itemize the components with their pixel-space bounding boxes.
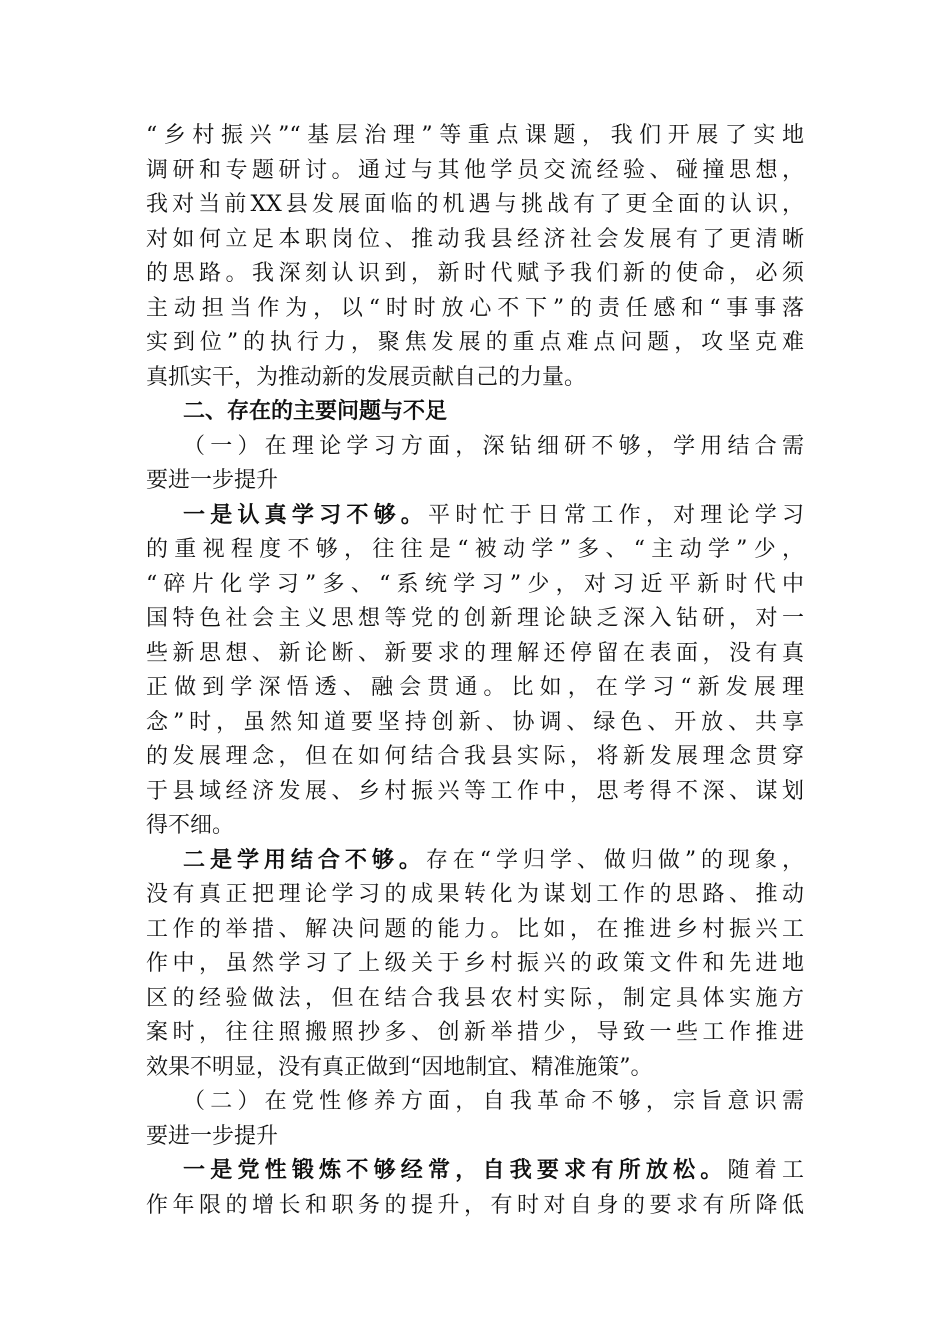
line-text: “乡村振兴”“基层治理”等重点课题，我们开展了实地 <box>146 123 804 148</box>
text-line <box>146 1016 804 1051</box>
text-line <box>146 1085 804 1120</box>
text-line <box>146 395 804 430</box>
text-line <box>146 947 804 982</box>
bold-lead: 一是党性锻炼不够经常，自我要求有所放松。 <box>183 1158 728 1183</box>
text-line <box>146 982 804 1017</box>
line-text: 效果不明显，没有真正做到“因地制宜、精准施策”。 <box>146 1054 653 1080</box>
line-text: 对如何立足本职岗位、推动我县经济社会发展有了更清晰 <box>146 226 804 252</box>
text-line <box>146 913 804 948</box>
line-text: 正做到学深悟透、融会贯通。比如，在学习“新发展理 <box>146 675 804 700</box>
line-text: 没有真正把理论学习的成果转化为谋划工作的思路、推动 <box>146 882 804 907</box>
line-text: 工作的举措、解决问题的能力。比如，在推进乡村振兴工 <box>146 916 804 942</box>
section-heading <box>146 395 804 430</box>
line-text: 念”时，虽然知道要坚持创新、协调、绿色、开放、共享 <box>146 709 804 735</box>
text-line <box>146 568 804 603</box>
line-text: 要进一步提升 <box>146 468 279 493</box>
text-line <box>146 671 804 706</box>
line-text: 平时忙于日常工作，对理论学习 <box>428 502 804 528</box>
text-line <box>146 602 804 637</box>
line-text: 区的经验做法，但在结合我县农村实际，制定具体实施方 <box>146 985 804 1011</box>
text-line <box>146 1189 804 1224</box>
line-text: 的思路。我深刻认识到，新时代赋予我们新的使命，必须 <box>146 261 804 286</box>
line-text: （二）在党性修养方面，自我革命不够，宗旨意识需 <box>183 1089 804 1114</box>
line-text: 要进一步提升 <box>146 1123 279 1149</box>
document-page <box>146 119 804 1223</box>
text-line <box>146 533 804 568</box>
paragraph <box>146 844 804 1086</box>
text-line <box>146 223 804 258</box>
line-text: 我对当前XX县发展面临的机遇与挑战有了更全面的认识， <box>146 192 804 217</box>
line-text: 主动担当作为，以“时时放心不下”的责任感和“事事落 <box>146 295 804 321</box>
line-text: （一）在理论学习方面，深钻细研不够，学用结合需 <box>183 433 804 459</box>
line-text: 些新思想、新论断、新要求的理解还停留在表面，没有真 <box>146 640 804 666</box>
line-text: 作中，虽然学习了上级关于乡村振兴的政策文件和先进地 <box>146 951 804 976</box>
text-line <box>146 361 804 396</box>
text-line <box>146 637 804 672</box>
text-line <box>146 464 804 499</box>
paragraph <box>146 1154 804 1223</box>
line-text: 真抓实干，为推动新的发展贡献自己的力量。 <box>146 364 587 390</box>
text-line <box>146 1051 804 1086</box>
text-line <box>146 188 804 223</box>
line-text: 国特色社会主义思想等党的创新理论缺乏深入钻研，对一 <box>146 606 804 631</box>
text-line <box>146 878 804 913</box>
line-text: 存在“学归学、做归做”的现象， <box>425 847 804 873</box>
text-line <box>146 1120 804 1155</box>
text-line <box>146 119 804 154</box>
bold-lead: 一是认真学习不够。 <box>183 502 429 528</box>
line-text: 实到位”的执行力，聚焦发展的重点难点问题，攻坚克难 <box>146 330 804 355</box>
text-line <box>146 257 804 292</box>
paragraph <box>146 1085 804 1154</box>
text-line <box>146 809 804 844</box>
text-line <box>146 499 804 534</box>
text-line <box>146 1154 804 1189</box>
line-text: 于县域经济发展、乡村振兴等工作中，思考得不深、谋划 <box>146 778 804 804</box>
paragraph <box>146 430 804 499</box>
text-line <box>146 844 804 879</box>
text-line <box>146 740 804 775</box>
text-line <box>146 326 804 361</box>
text-line <box>146 706 804 741</box>
text-line <box>146 292 804 327</box>
line-text: 得不细。 <box>146 813 235 838</box>
line-text: 随着工 <box>727 1158 804 1183</box>
line-text: “碎片化学习”多、“系统学习”少，对习近平新时代中 <box>146 571 804 597</box>
line-text: 作年限的增长和职务的提升，有时对自身的要求有所降低 <box>146 1192 804 1218</box>
line-text: 的重视程度不够，往往是“被动学”多、“主动学”少， <box>146 537 804 562</box>
paragraph <box>146 119 804 395</box>
bold-lead: 二是学用结合不够。 <box>183 847 426 873</box>
text-line <box>146 154 804 189</box>
line-text: 的发展理念，但在如何结合我县实际，将新发展理念贯穿 <box>146 744 804 769</box>
line-text: 案时，往往照搬照抄多、创新举措少，导致一些工作推进 <box>146 1020 804 1045</box>
paragraph <box>146 499 804 844</box>
line-text: 二、存在的主要问题与不足 <box>183 399 448 424</box>
text-line <box>146 775 804 810</box>
text-line <box>146 430 804 465</box>
line-text: 调研和专题研讨。通过与其他学员交流经验、碰撞思想， <box>146 157 804 183</box>
